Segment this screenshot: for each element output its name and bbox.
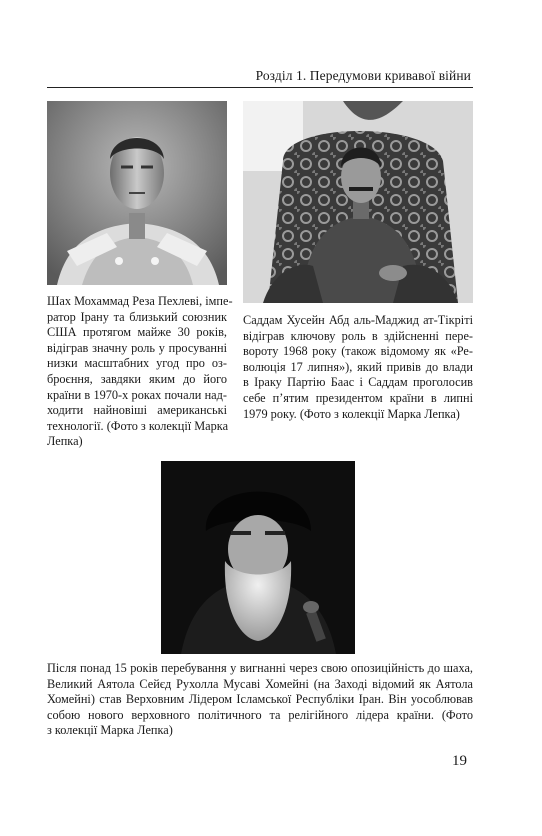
caption-line: Після понад 15 років перебування у вигнанні через свою опозиційність до шаха, <box>47 661 473 675</box>
caption-line: ратор Ірану та близький союзник <box>47 309 227 324</box>
caption-line: себе п’ятим президентом країни в липні <box>243 390 473 405</box>
khomeini-caption <box>47 661 473 739</box>
saddam-caption <box>243 313 473 422</box>
page-number: 19 <box>452 753 467 769</box>
caption-line: Саддам Хусейн Абд аль-Маджид ат-Тікріті <box>243 313 473 327</box>
caption-line: низки масштабних угод про оз- <box>47 356 227 371</box>
running-header <box>47 68 473 86</box>
caption-line: броєння, завдяки яким до його <box>47 371 227 386</box>
shah-portrait-photo <box>47 101 227 285</box>
caption-line: відіграв значну роль у просуванні <box>47 340 227 355</box>
header-rule <box>47 87 473 88</box>
caption-line: з колекції Марка Лепка) <box>47 723 173 738</box>
caption-line: відіграв ключову роль в здійсненні пере- <box>243 328 473 343</box>
caption-line: волюція 17 липня»), який привів до влади <box>243 359 473 374</box>
shah-caption <box>47 294 233 450</box>
caption-line: США протягом майже 30 років, <box>47 325 227 340</box>
caption-line: Шах Мохаммад Реза Пехлеві, імпе- <box>47 294 233 308</box>
caption-line: 1979 року. (Фото з колекції Марка Лепка) <box>243 406 460 421</box>
caption-line: Хомейні) став Верховним Лідером Ісламської Республіки Іран. Він уособлював <box>47 692 473 707</box>
caption-line: Великий Аятола Сейєд Рухолла Мусаві Хомейні (на Заході відомий як Аятола <box>47 676 473 691</box>
caption-line: Лепка) <box>47 434 83 449</box>
caption-line: ходити найновіші американські <box>47 403 227 418</box>
chapter-title: Розділ 1. Передумови кривавої війни <box>255 68 471 83</box>
caption-line: країни в 1970-х роках почали над- <box>47 387 227 402</box>
caption-line: технології. (Фото з колекції Марка <box>47 418 229 433</box>
caption-line: собою нового верховного політичного та релігійного лідера країни. (Фото <box>47 707 473 722</box>
khomeini-portrait-photo <box>161 461 355 654</box>
caption-line: вороту 1968 року (також відомому як «Ре- <box>243 344 473 359</box>
saddam-portrait-photo <box>243 101 473 303</box>
caption-line: в Іраку Партію Баас і Саддам проголосив <box>243 375 473 390</box>
